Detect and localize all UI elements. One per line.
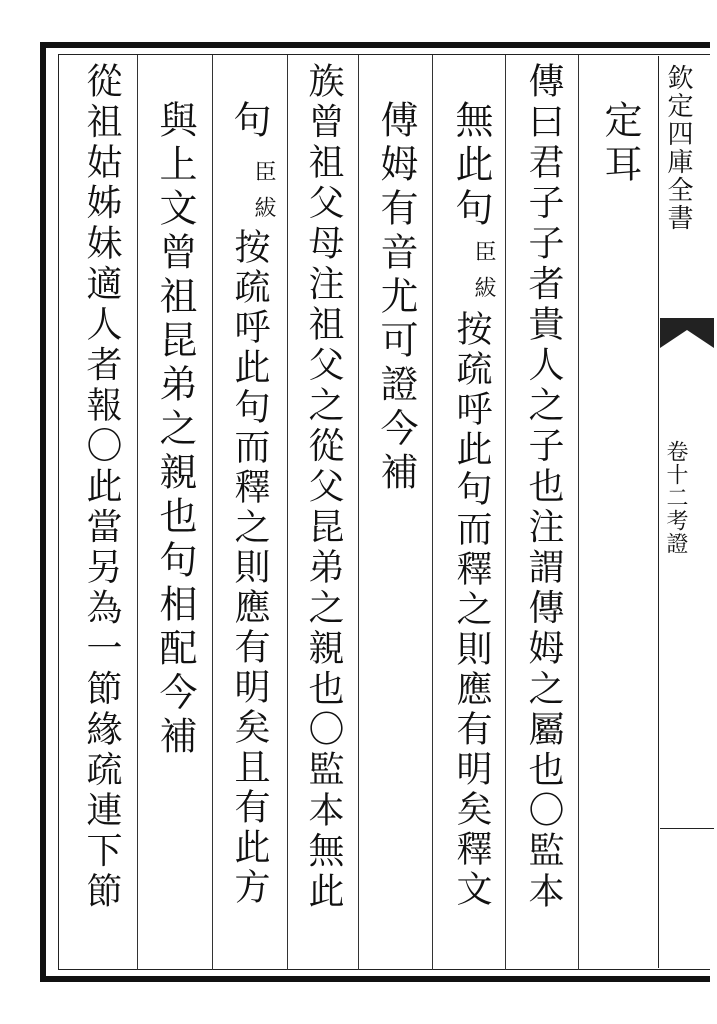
column-divider	[505, 55, 506, 970]
text-column-8: 從祖姑姊妹適人者報〇此當另為一節緣疏連下節	[81, 62, 122, 913]
text-column-2: 定耳	[598, 100, 642, 188]
text-column-3-start: 無此句	[449, 100, 493, 232]
column-divider	[287, 55, 288, 970]
spine-section: 卷十二考證	[663, 440, 688, 555]
text-column-1: 傳曰君子子者貴人之子也注謂傳姆之屬也〇監本	[523, 62, 564, 913]
text-column-4: 傅姆有音尤可證今補	[374, 100, 418, 496]
column-divider	[212, 55, 213, 970]
spine-rule	[660, 828, 714, 829]
column-divider	[432, 55, 433, 970]
text-column-3-end: 按疏呼此句而釋之則應有明矣釋文	[451, 310, 492, 910]
text-column-5: 族曾祖父母注祖父之從父昆弟之親也〇監本無此	[303, 62, 344, 913]
spine-title: 欽定四庫全書	[663, 64, 693, 232]
text-column-6-start: 句	[227, 100, 271, 144]
text-column-7: 與上文曾祖昆弟之親也句相配今補	[153, 100, 197, 760]
column-divider	[137, 55, 138, 970]
column-divider	[578, 55, 579, 970]
text-column-3-annotation: 臣紱	[471, 240, 496, 312]
text-column-6-end: 按疏呼此句而釋之則應有明矣且有此方	[229, 228, 270, 908]
text-column-6-annotation: 臣紱	[251, 160, 276, 232]
column-divider	[358, 55, 359, 970]
